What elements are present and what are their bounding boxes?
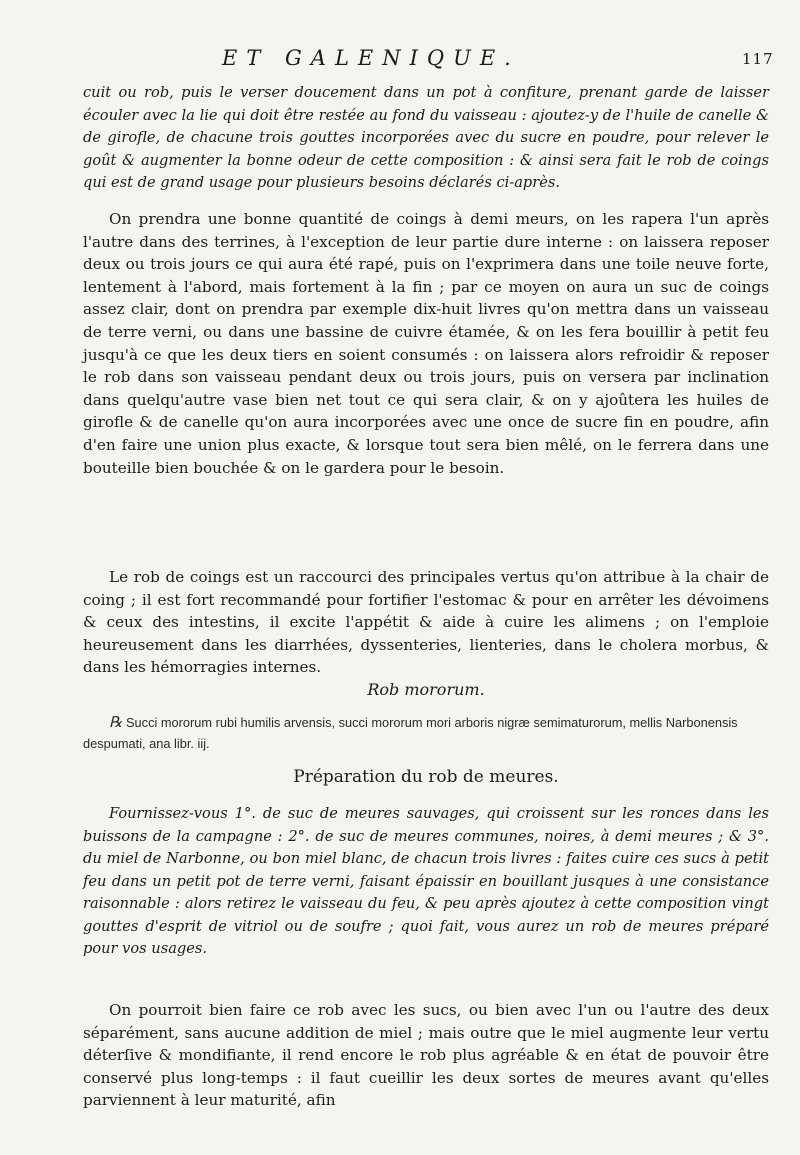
recipe-symbol: ℞	[109, 713, 123, 731]
running-head: ET GALENIQUE.	[222, 46, 520, 70]
section-heading-preparation: Préparation du rob de meures.	[293, 767, 559, 787]
paragraph-vertus: Le rob de coings est un raccourci des principales vertus qu'on attribue à la chair de coing ; il est fort recommandé pour fortifier l'estomac & pour en arrêter les dévoimens & ceux des intestins, il excite l'appétit & aide à cuire les alimens ; on l'emploie heureusement dans les diarrhées, dyssenteries, lienteries, dans le cholera morbus, & dans les hémorragies internes.	[83, 568, 769, 677]
text-block-5	[83, 999, 769, 1112]
text-block-4	[83, 803, 769, 961]
recipe-block	[83, 712, 769, 754]
italic-paragraph: cuit ou rob, puis le verser doucement dans un pot à confiture, prenant garde de laisser écouler avec la lie qui doit être restée au fond du vaisseau : ajoutez-y de l'huile de canelle & de girofle, de chacune trois gouttes incorporées avec du sucre en poudre, pour relever le goût & augmenter la bonne odeur de cette composition : & ainsi sera fait le rob de coings qui est de grand usage pour plusieurs besoins déclarés ci-après.	[83, 84, 769, 191]
page-header	[0, 46, 800, 76]
heading-block-2	[83, 767, 769, 787]
section-heading-rob-mororum: Rob mororum.	[367, 680, 485, 699]
text-block-3	[83, 566, 769, 679]
recipe-text: Succi mororum rubi humilis arvensis, succi mororum mori arboris nigræ semimaturorum, mellis Narbonensis despumati, ana libr. iij.	[83, 715, 738, 751]
text-block-1	[83, 82, 769, 195]
paragraph-conclusion: On pourroit bien faire ce rob avec les sucs, ou bien avec l'un ou l'autre des deux séparément, sans aucune addition de miel ; mais outre que le miel augmente leur vertu déterſive & mondifiante, il rend encore le rob plus agréable & en état de pouvoir être conservé plus long-temps : il faut cueillir les deux sortes de meures avant qu'elles parviennent à leur maturité, afin	[83, 1001, 769, 1110]
paragraph-preparation-coings: On prendra une bonne quantité de coings à demi meurs, on les rapera l'un après l'autre dans des terrines, à l'exception de leur partie dure interne : on laissera reposer deux ou trois jours ce qui aura été rapé, puis on l'exprimera dans une toile neuve forte, lentement à l'abord, mais fortement à la fin ; par ce moyen on aura un suc de coings assez clair, dont on prendra par exemple dix-huit livres qu'on mettra dans un vaisseau de terre verni, ou dans une bassine de cuivre étamée, & on les fera bouillir à petit feu jusqu'à ce que les deux tiers en soient consumés : on laissera alors refroidir & reposer le rob dans son vaisseau pendant deux ou trois jours, puis on versera par inclination dans quelqu'autre vase bien net tout ce qui sera clair, & on y ajoûtera les huiles de girofle & de canelle qu'on aura incorporées avec une once de sucre fin en poudre, afin d'en faire une union plus exacte, & lorsque tout sera bien mêlé, on le ferrera dans une bouteille bien bouchée & on le gardera pour le besoin.	[83, 210, 769, 477]
text-block-2	[83, 208, 769, 479]
page-number: 117	[742, 50, 774, 68]
heading-block-1	[83, 680, 769, 699]
italic-paragraph-recipe: Fournissez-vous 1°. de suc de meures sauvages, qui croissent sur les ronces dans les buissons de la campagne : 2°. de suc de meures communes, noires, à demi meures ; & 3°. du miel de Narbonne, ou bon miel blanc, de chacun trois livres : faites cuire ces sucs à petit feu dans un petit pot de terre verni, faisant épaissir en bouillant jusques à une consistance raisonnable : alors retirez le vaisseau du feu, & peu après ajoutez à cette composition vingt gouttes d'esprit de vitriol ou de soufre ; quoi fait, vous aurez un rob de meures préparé pour vos usages.	[83, 805, 769, 957]
recipe-formula	[83, 712, 769, 754]
